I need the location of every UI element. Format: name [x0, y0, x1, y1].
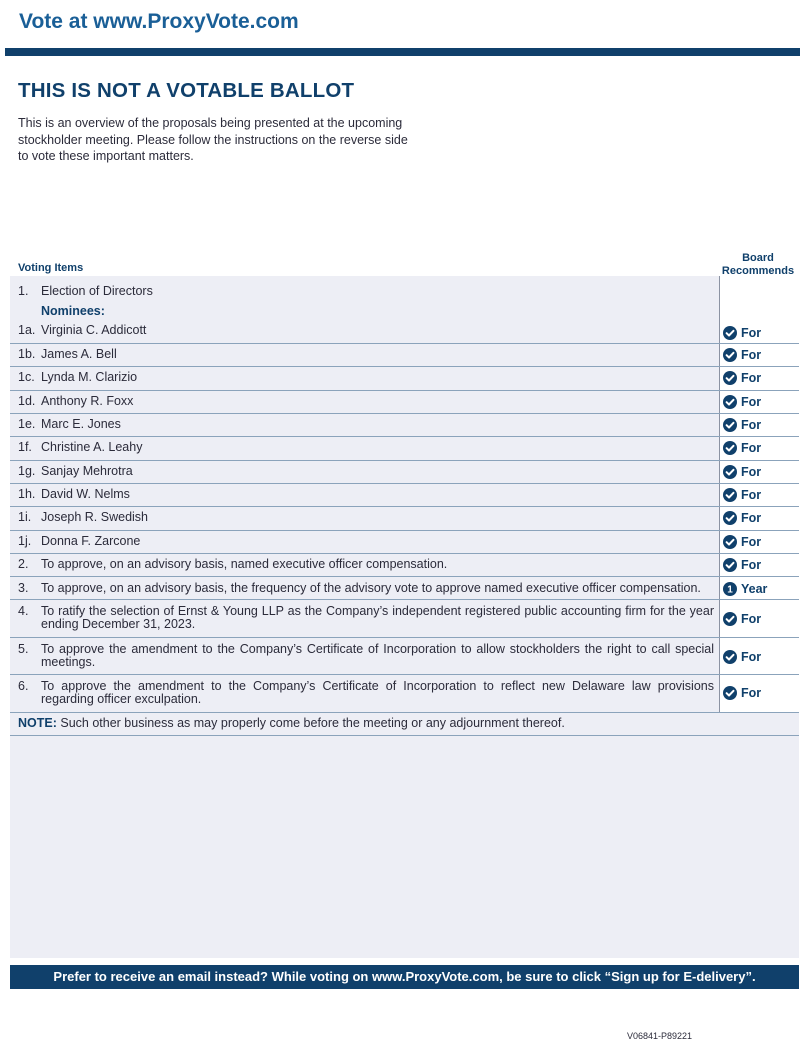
proposal-row — [10, 638, 799, 675]
item-text: To ratify the selection of Ernst & Young LLP as the Company’s independent registered public accounting firm for the year ending December 31, 2023. — [41, 604, 714, 631]
check-circle-icon — [723, 441, 737, 455]
voting-items-header: Voting Items — [18, 262, 84, 274]
proposal-row — [10, 577, 799, 600]
board-recommendation — [723, 650, 761, 664]
nominee-name: David W. Nelms — [41, 487, 130, 501]
edelivery-banner[interactable]: Prefer to receive an email instead? While voting on www.ProxyVote.com, be sure to click “Sign up for E-delivery”. — [10, 965, 799, 989]
board-recommends-line2: Recommends — [721, 264, 795, 277]
one-circle-icon — [723, 582, 737, 596]
recommendation-label: For — [741, 395, 762, 409]
recommendation-label: For — [741, 441, 762, 455]
recommendation-label: For — [741, 535, 762, 549]
item-number: 3. — [18, 581, 29, 595]
one-circle-digit: 1 — [727, 584, 733, 596]
nominee-number: 1a. — [18, 323, 36, 337]
proposal-row — [10, 554, 799, 577]
check-circle-icon — [723, 535, 737, 549]
board-recommendation — [723, 348, 761, 362]
check-circle-icon — [723, 511, 737, 525]
nominee-number: 1j. — [18, 534, 32, 548]
nominee-number: 1i. — [18, 510, 32, 524]
recommendation-label: Year — [741, 582, 768, 596]
check-circle-icon — [723, 465, 737, 479]
board-recommendation — [723, 371, 761, 385]
nominee-number: 1c. — [18, 370, 35, 384]
board-recommendation — [723, 686, 761, 700]
board-recommendation — [723, 465, 761, 479]
check-circle-icon — [723, 488, 737, 502]
nominee-name: Sanjay Mehrotra — [41, 464, 133, 478]
nominee-row — [10, 437, 799, 461]
item-text: To approve, on an advisory basis, the frequency of the advisory vote to approve named executive officer compensation. — [41, 581, 701, 595]
nominee-number: 1e. — [18, 417, 36, 431]
nominee-row — [10, 507, 799, 531]
board-recommendation — [723, 558, 761, 572]
board-recommendation — [723, 441, 761, 455]
intro-paragraph: This is an overview of the proposals being presented at the upcoming stockholder meeting. Please follow the instructions on the reverse side to vote these important matters. — [18, 116, 408, 163]
board-recommends-line1: Board — [742, 252, 774, 264]
check-circle-icon — [723, 650, 737, 664]
item-number: 5. — [18, 642, 29, 656]
nominee-row — [10, 531, 799, 554]
check-circle-icon — [723, 371, 737, 385]
nominee-name: James A. Bell — [41, 347, 117, 361]
nominee-name: Marc E. Jones — [41, 417, 121, 431]
nominee-number: 1b. — [18, 347, 36, 361]
board-recommendation — [723, 418, 761, 432]
nominee-row — [10, 367, 799, 391]
item-text: Election of Directors — [41, 284, 153, 298]
recommendation-label: For — [741, 418, 762, 432]
board-recommendation — [723, 511, 761, 525]
item-number: 2. — [18, 557, 29, 571]
board-recommendation — [723, 535, 761, 549]
recommendation-label: For — [741, 686, 762, 700]
nominee-number: 1d. — [18, 394, 36, 408]
board-recommendation — [723, 582, 767, 596]
check-circle-icon — [723, 686, 737, 700]
nominee-name: Donna F. Zarcone — [41, 534, 141, 548]
nominee-name: Lynda M. Clarizio — [41, 370, 138, 384]
board-recommendation — [723, 488, 761, 502]
note-divider — [10, 735, 799, 736]
item-number: 6. — [18, 679, 29, 693]
check-circle-icon — [723, 418, 737, 432]
nominee-name: Anthony R. Foxx — [41, 394, 134, 408]
check-circle-icon — [723, 326, 737, 340]
board-recommendation — [723, 612, 761, 626]
nominee-number: 1h. — [18, 487, 36, 501]
nominee-number: 1f. — [18, 440, 32, 454]
nominee-name: Christine A. Leahy — [41, 440, 143, 454]
check-circle-icon — [723, 612, 737, 626]
board-recommends-header — [716, 252, 800, 277]
nominee-name: Joseph R. Swedish — [41, 510, 149, 524]
nominee-row — [10, 484, 799, 507]
item-text: To approve the amendment to the Company’s Certificate of Incorporation to allow stockholders the right to call special meetings. — [41, 642, 714, 669]
nominee-name: Virginia C. Addicott — [41, 323, 147, 337]
recommendation-label: For — [741, 488, 762, 502]
note-body: Such other business as may properly come before the meeting or any adjournment thereof. — [56, 716, 565, 730]
nominee-row — [10, 414, 799, 437]
header-divider — [5, 48, 800, 56]
proxyvote-link[interactable]: Vote at www.ProxyVote.com — [19, 10, 299, 33]
item-number: 4. — [18, 604, 29, 618]
election-of-directors-row — [10, 276, 799, 344]
recommendation-label: For — [741, 371, 762, 385]
recommendation-label: For — [741, 612, 762, 626]
nominee-row — [10, 391, 799, 414]
proposal-row — [10, 675, 799, 713]
item-number: 1. — [18, 284, 29, 298]
nominees-label: Nominees: — [41, 304, 105, 318]
recommendation-label: For — [741, 558, 762, 572]
note-text — [18, 716, 565, 730]
item-text: To approve the amendment to the Company’s Certificate of Incorporation to reflect new Delaware law provisions regarding officer exculpation. — [41, 679, 714, 706]
board-recommendation — [723, 326, 761, 340]
check-circle-icon — [723, 395, 737, 409]
recommendation-label: For — [741, 511, 762, 525]
document-code: V06841-P89221 — [626, 1031, 692, 1041]
board-recommendation — [723, 395, 761, 409]
proposal-row — [10, 600, 799, 638]
recommendation-label: For — [741, 465, 762, 479]
nominee-number: 1g. — [18, 464, 36, 478]
nominee-row — [10, 344, 799, 367]
item-text: To approve, on an advisory basis, named executive officer compensation. — [41, 557, 448, 571]
note-label: NOTE: — [18, 716, 57, 730]
check-circle-icon — [723, 558, 737, 572]
nominee-row — [10, 461, 799, 484]
recommendation-label: For — [741, 326, 762, 340]
page-title: THIS IS NOT A VOTABLE BALLOT — [18, 79, 355, 102]
recommendation-label: For — [741, 348, 762, 362]
check-circle-icon — [723, 348, 737, 362]
recommendation-label: For — [741, 650, 762, 664]
